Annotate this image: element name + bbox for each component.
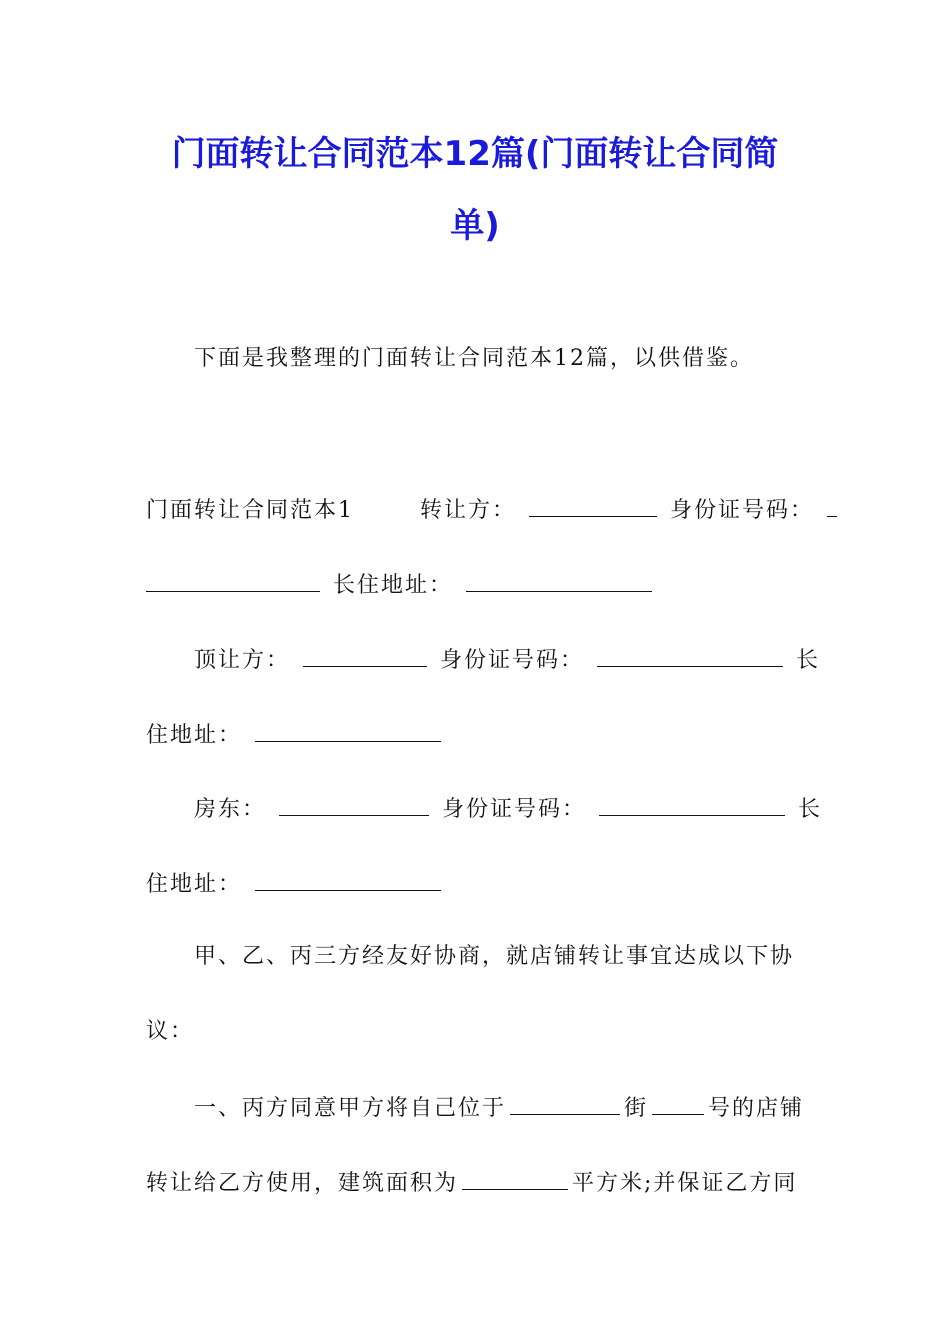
transferee-address-label: 住地址： [146, 723, 243, 748]
transferor-id-label: 身份证号码： [670, 498, 815, 523]
transferee-id-label: 身份证号码： [440, 648, 585, 673]
contract-line-4 [146, 719, 810, 751]
transferor-id-blank-start [827, 494, 837, 517]
area-unit-text: 平方米;并保证乙方同 [572, 1171, 798, 1196]
landlord-id-blank [599, 793, 785, 816]
shop-number-label: 号的店铺 [708, 1096, 805, 1121]
transferor-address-label: 长住地址： [333, 573, 454, 598]
transferor-blank [529, 494, 657, 517]
contract-heading: 门面转让合同范本1 [146, 498, 354, 523]
intro-paragraph [146, 344, 858, 374]
contract-line-5 [146, 793, 858, 825]
street-blank [510, 1092, 620, 1115]
contract-line-7 [146, 942, 858, 972]
contract-line-10 [146, 1167, 810, 1199]
contract-line-2 [146, 569, 810, 601]
area-blank [462, 1167, 568, 1190]
intro-text: 下面是我整理的门面转让合同范本12篇，以供借鉴。 [194, 346, 754, 371]
number-blank [652, 1092, 704, 1115]
landlord-label: 房东： [194, 797, 267, 822]
transferee-address-blank [255, 719, 441, 742]
contract-line-9 [146, 1092, 858, 1124]
clause-1-text-continued: 转让给乙方使用，建筑面积为 [146, 1171, 459, 1196]
contract-line-1 [146, 494, 815, 526]
landlord-address-blank [255, 868, 441, 891]
transferee-blank [303, 644, 427, 667]
clause-1-text: 一、丙方同意甲方将自己位于 [194, 1096, 507, 1121]
transferor-id-blank [146, 569, 320, 592]
agreement-paragraph: 甲、乙、丙三方经友好协商，就店铺转让事宜达成以下协 [194, 944, 795, 969]
transferor-label: 转让方： [420, 498, 517, 523]
transferee-address-label-start: 长 [796, 648, 821, 673]
contract-line-3 [146, 644, 858, 676]
agreement-paragraph-end: 议： [146, 1019, 195, 1044]
contract-line-8 [146, 1017, 810, 1047]
contract-line-6 [146, 868, 810, 900]
landlord-address-label-start: 长 [798, 797, 823, 822]
street-label: 街 [624, 1096, 649, 1121]
landlord-address-label: 住地址： [146, 872, 243, 897]
transferor-address-blank [466, 569, 652, 592]
transferee-label: 顶让方： [194, 648, 291, 673]
document-title-line-1: 门面转让合同范本12篇(门面转让合同简 [171, 134, 779, 174]
transferee-id-blank [597, 644, 783, 667]
landlord-blank [279, 793, 429, 816]
document-title-line-2: 单) [450, 206, 500, 246]
landlord-id-label: 身份证号码： [442, 797, 587, 822]
